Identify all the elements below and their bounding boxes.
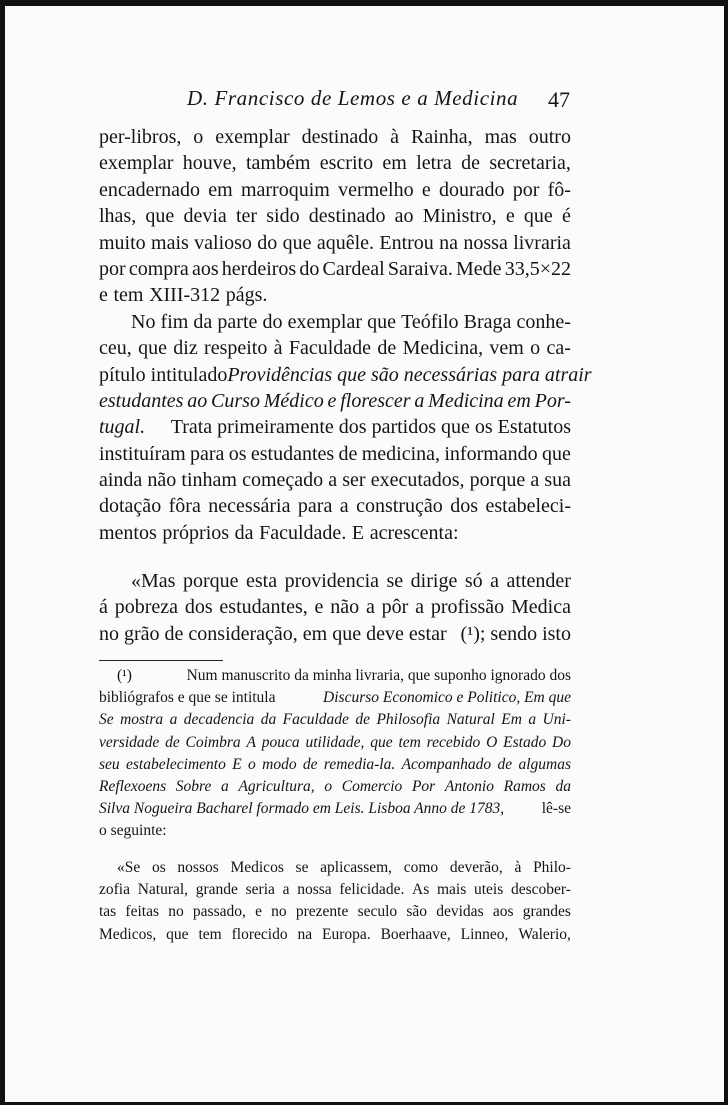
word: Saraiva. xyxy=(387,257,453,280)
word: Por- xyxy=(534,389,571,412)
word: porque xyxy=(469,469,526,492)
word: a xyxy=(530,469,540,492)
text-line xyxy=(99,388,571,414)
word: que xyxy=(523,205,553,228)
word: seria xyxy=(245,881,275,899)
word: o xyxy=(324,777,333,795)
word: livraria xyxy=(513,231,571,254)
word: descober- xyxy=(510,881,571,899)
text-line xyxy=(99,568,571,594)
word: deverão, xyxy=(449,859,503,876)
word: Teófilo xyxy=(401,310,459,333)
word: devidas xyxy=(436,903,484,921)
word: mostra xyxy=(120,711,164,729)
word: Boerhaave, xyxy=(380,925,451,943)
word: ao xyxy=(394,205,414,228)
word: na xyxy=(297,925,313,943)
word: exemplar xyxy=(287,310,362,333)
word: devia xyxy=(183,205,227,228)
word: que xyxy=(166,925,189,943)
word: por xyxy=(99,257,126,280)
word: tinham xyxy=(181,469,237,492)
word: pobreza xyxy=(114,596,178,619)
word: Reflexoens xyxy=(99,777,167,795)
word: fim xyxy=(160,310,189,333)
word: aos xyxy=(191,257,219,280)
italic-title: tugal. xyxy=(99,416,146,439)
word: letra xyxy=(416,152,452,175)
word: a xyxy=(490,570,500,592)
word: da xyxy=(260,711,277,729)
word: prezente xyxy=(295,903,349,921)
word: algumas xyxy=(518,755,571,773)
word: seculo xyxy=(357,903,398,921)
word: fôra xyxy=(168,495,201,518)
word: Walerio, xyxy=(518,925,571,943)
word: para xyxy=(297,495,333,518)
word: se xyxy=(386,570,404,592)
text-run: Trata primeiramente dos partidos que os Estatutos xyxy=(170,416,571,439)
text-line: o seguinte: xyxy=(99,822,167,840)
word: que xyxy=(282,231,312,254)
word: Natural xyxy=(446,711,495,729)
word: a xyxy=(415,596,425,619)
word: marroquim xyxy=(240,178,330,201)
text-line xyxy=(99,924,571,946)
word: construção xyxy=(356,495,443,518)
text-line xyxy=(99,335,571,361)
word: ter xyxy=(235,205,258,228)
text-line xyxy=(99,230,571,256)
word: que xyxy=(367,310,396,333)
word: modo xyxy=(262,755,297,773)
text-run: pítulo intitulado xyxy=(99,363,228,386)
word: Estado xyxy=(503,733,547,751)
word: conhe- xyxy=(516,310,571,333)
word: de xyxy=(302,755,318,773)
word: como xyxy=(403,859,439,876)
text-line xyxy=(99,901,571,923)
word: instituíram xyxy=(99,442,186,465)
word: Linneo, xyxy=(460,925,509,943)
word: seu xyxy=(99,755,120,773)
word: houve, xyxy=(182,152,237,175)
text-line xyxy=(99,798,571,820)
word: dos xyxy=(184,596,213,619)
word: nossos xyxy=(177,859,219,876)
word: tas xyxy=(99,903,117,921)
word: XIII-312 xyxy=(149,284,221,307)
word: Se xyxy=(99,711,114,729)
word: em xyxy=(382,152,407,175)
word: destinado xyxy=(308,205,386,228)
word: providencia xyxy=(284,570,379,592)
word: Entrou xyxy=(379,231,434,254)
word: nossa xyxy=(463,231,508,254)
word: da xyxy=(555,777,571,795)
word: o xyxy=(530,337,541,360)
word: respeito xyxy=(204,337,268,360)
word: de xyxy=(497,755,513,773)
word: acrescenta: xyxy=(369,521,459,544)
page-header xyxy=(0,78,728,118)
word: estabeleci- xyxy=(485,495,571,518)
word: necessária xyxy=(208,495,291,518)
word: esta xyxy=(246,570,278,592)
footnote xyxy=(99,665,571,843)
word: Medicina xyxy=(428,389,504,412)
word: estudantes, xyxy=(219,596,308,619)
word: aplicassem, xyxy=(320,859,393,876)
word: ca- xyxy=(546,337,571,360)
word: No xyxy=(131,310,156,333)
word: Philo- xyxy=(533,859,571,876)
word: mas xyxy=(484,126,517,148)
word: grande xyxy=(195,881,238,899)
word: secretaria, xyxy=(489,152,571,175)
word: Coimbra xyxy=(185,733,241,751)
word: págs. xyxy=(225,284,268,307)
word: remedia-la. xyxy=(323,755,396,773)
text-line xyxy=(99,776,571,798)
word: Faculdade xyxy=(288,337,372,360)
word: de xyxy=(461,152,480,175)
word: a xyxy=(528,711,537,729)
word: em xyxy=(208,178,233,201)
word: «Mas xyxy=(131,570,176,592)
word: sido xyxy=(266,205,300,228)
word: na xyxy=(439,231,459,254)
word: zofia xyxy=(99,881,130,899)
word: não xyxy=(330,596,360,619)
text-line xyxy=(99,124,571,150)
text-line xyxy=(99,732,571,754)
word: Curso xyxy=(211,389,260,412)
word: vem xyxy=(489,337,524,360)
footnote-rule xyxy=(99,660,223,661)
word: dos xyxy=(450,495,479,518)
text-line xyxy=(99,362,592,388)
word: Mede xyxy=(456,257,502,280)
word: Medicos, xyxy=(99,925,157,943)
word: e xyxy=(99,284,108,307)
word: dotação xyxy=(99,495,162,518)
word: Medicina, xyxy=(402,337,484,360)
word: fô- xyxy=(547,178,571,201)
text-line xyxy=(99,665,571,687)
word: para xyxy=(190,442,225,465)
text-line xyxy=(99,203,571,229)
word: tem xyxy=(398,733,421,751)
word: do xyxy=(299,257,320,280)
word: florecido xyxy=(231,925,288,943)
word: ser xyxy=(342,469,366,492)
page-number: 47 xyxy=(548,87,570,112)
text-line xyxy=(99,857,571,879)
word: valioso xyxy=(194,231,252,254)
word: mais xyxy=(436,881,467,899)
text-line xyxy=(99,282,571,308)
word: aquêle. xyxy=(316,231,375,254)
word: o xyxy=(193,126,204,148)
word: por xyxy=(512,178,540,201)
word: tem xyxy=(113,284,144,307)
text-line xyxy=(99,621,571,647)
text-line xyxy=(99,177,571,203)
word: diz xyxy=(173,337,198,360)
word: da xyxy=(234,521,254,544)
text-line xyxy=(99,441,571,467)
word: em xyxy=(507,389,531,412)
word: e xyxy=(327,389,337,412)
word: ao xyxy=(187,389,208,412)
word: muito xyxy=(99,231,146,254)
word: Rainha, xyxy=(411,126,473,148)
word: recebido xyxy=(426,733,481,751)
word: parte xyxy=(217,310,258,333)
text-run: lê-se xyxy=(541,800,571,818)
word: estudantes xyxy=(99,389,184,412)
word: Do xyxy=(552,733,571,751)
word: Em xyxy=(501,711,522,729)
word: Braga xyxy=(463,310,512,333)
word: uteis xyxy=(473,881,504,899)
word: nossa xyxy=(297,881,332,899)
word: Medica xyxy=(510,596,571,619)
word: porque xyxy=(182,570,239,592)
text-run: ; sendo isto xyxy=(479,622,571,645)
word: os xyxy=(151,859,166,876)
word: mentos xyxy=(99,521,157,544)
footnote-marker: (¹) xyxy=(117,667,132,684)
word: só xyxy=(464,570,483,592)
word: estudantes xyxy=(250,442,335,465)
word: a xyxy=(169,711,178,729)
word: pouca xyxy=(261,733,300,751)
word: vermelho xyxy=(338,178,414,201)
word: tem xyxy=(198,925,222,943)
word: também xyxy=(245,152,311,175)
word: de xyxy=(377,337,397,360)
word: e xyxy=(255,903,262,921)
word: Agricultura, xyxy=(238,777,315,795)
word: ainda xyxy=(99,469,143,492)
word: Cardeal xyxy=(322,257,385,280)
word: que xyxy=(542,442,571,465)
word: a xyxy=(414,389,425,412)
word: sua xyxy=(544,469,571,492)
word: A xyxy=(246,733,256,751)
word: a xyxy=(221,777,229,795)
word: que xyxy=(138,337,167,360)
word: à xyxy=(390,126,400,148)
main-text xyxy=(99,124,592,546)
word: Europa. xyxy=(322,925,371,943)
word: da xyxy=(193,310,213,333)
word: Antonio xyxy=(444,777,494,795)
footnote-reference xyxy=(461,621,571,647)
word: felicidade. xyxy=(339,881,405,899)
word: E xyxy=(351,521,365,544)
footnote-ref-mark: (¹) xyxy=(460,622,480,645)
word: lhas, xyxy=(99,205,137,228)
word: encadernado xyxy=(99,178,201,201)
word: do xyxy=(262,310,283,333)
block-quote xyxy=(99,568,571,647)
word: a xyxy=(365,596,375,619)
word: informando xyxy=(444,442,538,465)
text-run: Num manuscrito da minha livraria, que suponho ignorado dos xyxy=(186,667,571,684)
word: Medicos xyxy=(230,859,284,876)
word: mais xyxy=(151,231,189,254)
word: 33,5×22 xyxy=(504,257,571,280)
word: decadencia xyxy=(183,711,255,729)
word: grandes xyxy=(522,903,571,921)
word: começado xyxy=(242,469,324,492)
word: versidade xyxy=(99,733,160,751)
text-line xyxy=(99,309,571,335)
word: «Se xyxy=(117,859,141,876)
word: dirige xyxy=(410,570,458,592)
word: florescer xyxy=(340,389,411,412)
word: passado, xyxy=(192,903,246,921)
word: per-libros, xyxy=(99,126,182,148)
word: e xyxy=(505,205,515,228)
word: a xyxy=(339,495,349,518)
text-line xyxy=(99,520,571,546)
word: utilidade, xyxy=(305,733,365,751)
word: de xyxy=(355,711,371,729)
word: à xyxy=(273,337,283,360)
word: escrito xyxy=(319,152,374,175)
word: e xyxy=(421,178,431,201)
running-title: D. Francisco de Lemos e a Medicina xyxy=(187,86,519,110)
text-line xyxy=(99,256,571,282)
word: pôr xyxy=(381,596,409,619)
paragraph xyxy=(99,309,592,547)
word: à xyxy=(514,859,522,876)
word: dourado xyxy=(438,178,505,201)
word: herdeiros xyxy=(221,257,297,280)
word: á xyxy=(99,596,108,619)
word: de xyxy=(338,442,358,465)
word: Philosofia xyxy=(376,711,441,729)
word: outro xyxy=(528,126,571,148)
word: Sobre xyxy=(175,777,212,795)
text-line xyxy=(99,709,571,731)
word: Natural, xyxy=(137,881,189,899)
word: Uni- xyxy=(542,711,571,729)
word: E xyxy=(232,755,242,773)
italic-title: Silva Nogueira Bacharel formado em Leis. Lisboa Anno de 1783, xyxy=(99,800,505,818)
word: no xyxy=(271,903,287,921)
word: aos xyxy=(492,903,514,921)
word: próprios xyxy=(162,521,230,544)
word: Faculdade xyxy=(282,711,349,729)
word: Ministro, xyxy=(422,205,497,228)
word: se xyxy=(295,859,309,876)
word: Faculdade. xyxy=(259,521,347,544)
word: que xyxy=(145,205,175,228)
word: a xyxy=(328,469,338,492)
word: feitas xyxy=(125,903,159,921)
word: são xyxy=(406,903,428,921)
word: Comercio xyxy=(341,777,403,795)
word: e xyxy=(314,596,324,619)
word: Acompanhado xyxy=(401,755,492,773)
word: no xyxy=(168,903,184,921)
word: compra xyxy=(128,257,189,280)
text-line xyxy=(99,467,571,493)
text-line xyxy=(99,754,571,776)
word: a xyxy=(282,881,290,899)
word: profissão xyxy=(430,596,505,619)
text-line xyxy=(99,594,571,620)
text-line xyxy=(99,687,571,709)
paragraph xyxy=(99,124,571,309)
word: medicina, xyxy=(361,442,441,465)
word: não xyxy=(147,469,177,492)
footnote-quote xyxy=(99,857,571,946)
word: o xyxy=(248,755,256,773)
text-line xyxy=(99,493,571,519)
word: exemplar xyxy=(99,152,174,175)
word: de xyxy=(165,733,180,751)
word: Ramos xyxy=(503,777,546,795)
word: executados, xyxy=(370,469,465,492)
text-run: no grão de consideração, em que deve estar xyxy=(99,622,447,645)
word: os xyxy=(228,442,247,465)
text-line xyxy=(99,879,571,901)
italic-title: Discurso Economico e Politico, Em que xyxy=(323,689,571,707)
word: estabelecimento xyxy=(126,755,226,773)
word: O xyxy=(486,733,498,751)
word: ceu, xyxy=(99,337,132,360)
word: As xyxy=(412,881,430,899)
text-line xyxy=(99,150,571,176)
word: attender xyxy=(506,570,571,592)
word: Por xyxy=(411,777,436,795)
word: é xyxy=(561,205,571,228)
text-run: bibliógrafos e que se intitula xyxy=(99,689,276,707)
word: Médico xyxy=(263,389,324,412)
word: que xyxy=(370,733,393,751)
text-line xyxy=(99,414,571,440)
italic-title: Providências que são necessárias para atrair xyxy=(227,363,592,386)
word: destinado xyxy=(301,126,379,148)
word: do xyxy=(257,231,278,254)
word: exemplar xyxy=(215,126,290,148)
